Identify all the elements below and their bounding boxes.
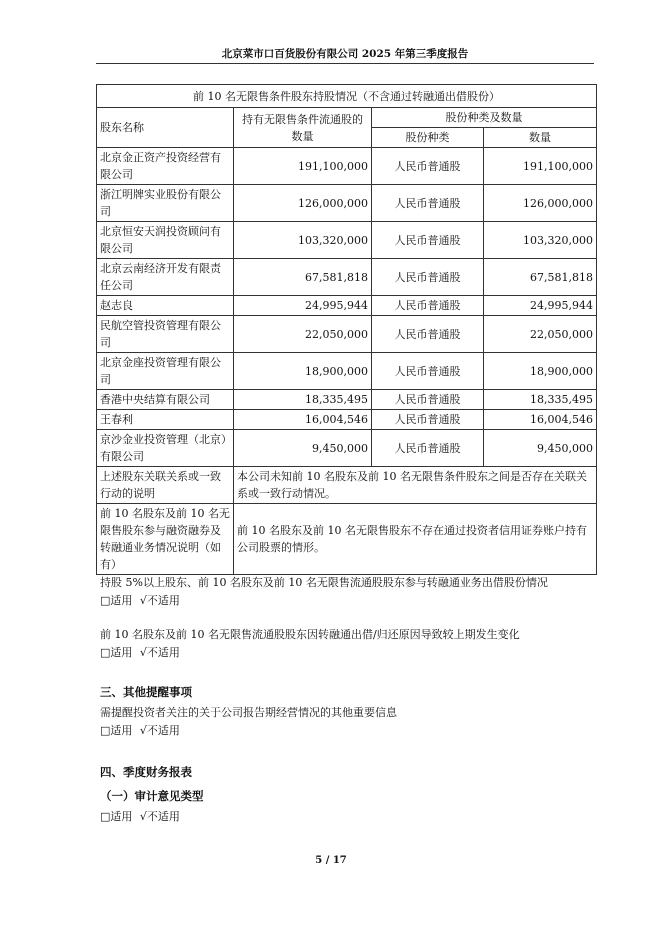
table-caption: 前 10 名无限售条件股东持股情况（不含通过转融通出借股份） xyxy=(97,85,597,108)
table-caption-row xyxy=(97,85,597,108)
not-applicable-mark: √不适用 xyxy=(139,724,180,737)
report-header: 北京菜市口百货股份有限公司 2025 年第三季度报告 xyxy=(221,48,469,60)
applicable-checkbox: □适用 xyxy=(100,724,133,737)
holder-name: 北京云南经济开发有限责任公司 xyxy=(97,259,234,296)
holder-qty: 24,995,944 xyxy=(234,296,372,316)
change-applicability xyxy=(100,644,184,661)
holder-share-type: 人民币普通股 xyxy=(372,430,484,467)
table-row xyxy=(97,316,597,353)
holder-share-type: 人民币普通股 xyxy=(372,390,484,410)
holder-count: 9,450,000 xyxy=(484,430,597,467)
not-applicable-mark: √不适用 xyxy=(139,810,180,823)
col-qty-header: 持有无限售条件流通股的数量 xyxy=(234,108,372,148)
holder-share-type: 人民币普通股 xyxy=(372,259,484,296)
table-header-row xyxy=(97,108,597,128)
holder-qty: 103,320,000 xyxy=(234,222,372,259)
holder-count: 103,320,000 xyxy=(484,222,597,259)
not-applicable-mark: √不适用 xyxy=(139,646,180,659)
applicable-checkbox: □适用 xyxy=(100,646,133,659)
holder-qty: 9,450,000 xyxy=(234,430,372,467)
audit-opinion-applicability xyxy=(100,808,184,825)
table-row xyxy=(97,185,597,222)
holder-share-type: 人民币普通股 xyxy=(372,185,484,222)
holder-count: 22,050,000 xyxy=(484,316,597,353)
col-count-header: 数量 xyxy=(484,128,597,148)
holder-qty: 67,581,818 xyxy=(234,259,372,296)
holder-count: 67,581,818 xyxy=(484,259,597,296)
holder-share-type: 人民币普通股 xyxy=(372,148,484,185)
holder-qty: 191,100,000 xyxy=(234,148,372,185)
holder-qty: 16,004,546 xyxy=(234,410,372,430)
holder-name: 民航空管投资管理有限公司 xyxy=(97,316,234,353)
holder-share-type: 人民币普通股 xyxy=(372,410,484,430)
holder-qty: 126,000,000 xyxy=(234,185,372,222)
change-note: 前 10 名股东及前 10 名无限售流通股股东因转融通出借/归还原因导致较上期发生变化 xyxy=(100,628,520,641)
holder-share-type: 人民币普通股 xyxy=(372,222,484,259)
holder-share-type: 人民币普通股 xyxy=(372,296,484,316)
lending-applicability xyxy=(100,592,184,609)
holder-qty: 18,900,000 xyxy=(234,353,372,390)
top-10-unrestricted-holders-table xyxy=(96,84,597,575)
holder-count: 16,004,546 xyxy=(484,410,597,430)
margin-trading-label: 前 10 名股东及前 10 名无限售股东参与融资融券及转融通业务情况说明（如有） xyxy=(97,504,234,575)
not-applicable-mark: √不适用 xyxy=(139,594,180,607)
col-type-group-header: 股份种类及数量 xyxy=(372,108,597,128)
table-row xyxy=(97,148,597,185)
table-row xyxy=(97,430,597,467)
relation-text: 本公司未知前 10 名股东及前 10 名无限售条件股东之间是否存在关联关系或一致行动情况。 xyxy=(234,467,597,504)
holder-count: 18,900,000 xyxy=(484,353,597,390)
holder-count: 18,335,495 xyxy=(484,390,597,410)
col-holder-header: 股东名称 xyxy=(97,108,234,148)
holder-name: 王春利 xyxy=(97,410,234,430)
holder-qty: 22,050,000 xyxy=(234,316,372,353)
table-row xyxy=(97,390,597,410)
holder-name: 北京金座投资管理有限公司 xyxy=(97,353,234,390)
relation-label: 上述股东关联关系或一致行动的说明 xyxy=(97,467,234,504)
applicable-checkbox: □适用 xyxy=(100,810,133,823)
holder-count: 191,100,000 xyxy=(484,148,597,185)
table-row xyxy=(97,410,597,430)
holder-qty: 18,335,495 xyxy=(234,390,372,410)
holder-share-type: 人民币普通股 xyxy=(372,353,484,390)
table-row xyxy=(97,222,597,259)
section-3-applicability xyxy=(100,722,184,739)
holder-name: 香港中央结算有限公司 xyxy=(97,390,234,410)
applicable-checkbox: □适用 xyxy=(100,594,133,607)
holder-share-type: 人民币普通股 xyxy=(372,316,484,353)
holder-name: 京沙金业投资管理（北京）有限公司 xyxy=(97,430,234,467)
section-3-description: 需提醒投资者关注的关于公司报告期经营情况的其他重要信息 xyxy=(100,706,397,719)
section-3-title: 三、其他提醒事项 xyxy=(100,685,192,699)
relation-row xyxy=(97,467,597,504)
section-4-title: 四、季度财务报表 xyxy=(100,765,192,779)
holder-name: 赵志良 xyxy=(97,296,234,316)
holder-name: 浙江明牌实业股份有限公司 xyxy=(97,185,234,222)
table-row xyxy=(97,353,597,390)
margin-trading-text: 前 10 名股东及前 10 名无限售股东不存在通过投资者信用证券账户持有公司股票的情形。 xyxy=(234,504,597,575)
table-row xyxy=(97,296,597,316)
holder-count: 24,995,944 xyxy=(484,296,597,316)
page-number: 5 / 17 xyxy=(315,855,347,866)
holder-name: 北京恒安天润投资顾问有限公司 xyxy=(97,222,234,259)
holder-name: 北京金正资产投资经营有限公司 xyxy=(97,148,234,185)
holder-count: 126,000,000 xyxy=(484,185,597,222)
table-row xyxy=(97,259,597,296)
lending-note: 持股 5%以上股东、前 10 名股东及前 10 名无限售流通股股东参与转融通业务出借股份情况 xyxy=(100,576,548,589)
audit-opinion-title: （一）审计意见类型 xyxy=(100,789,204,803)
col-type-header: 股份种类 xyxy=(372,128,484,148)
margin-trading-row xyxy=(97,504,597,575)
header-divider xyxy=(96,63,594,64)
